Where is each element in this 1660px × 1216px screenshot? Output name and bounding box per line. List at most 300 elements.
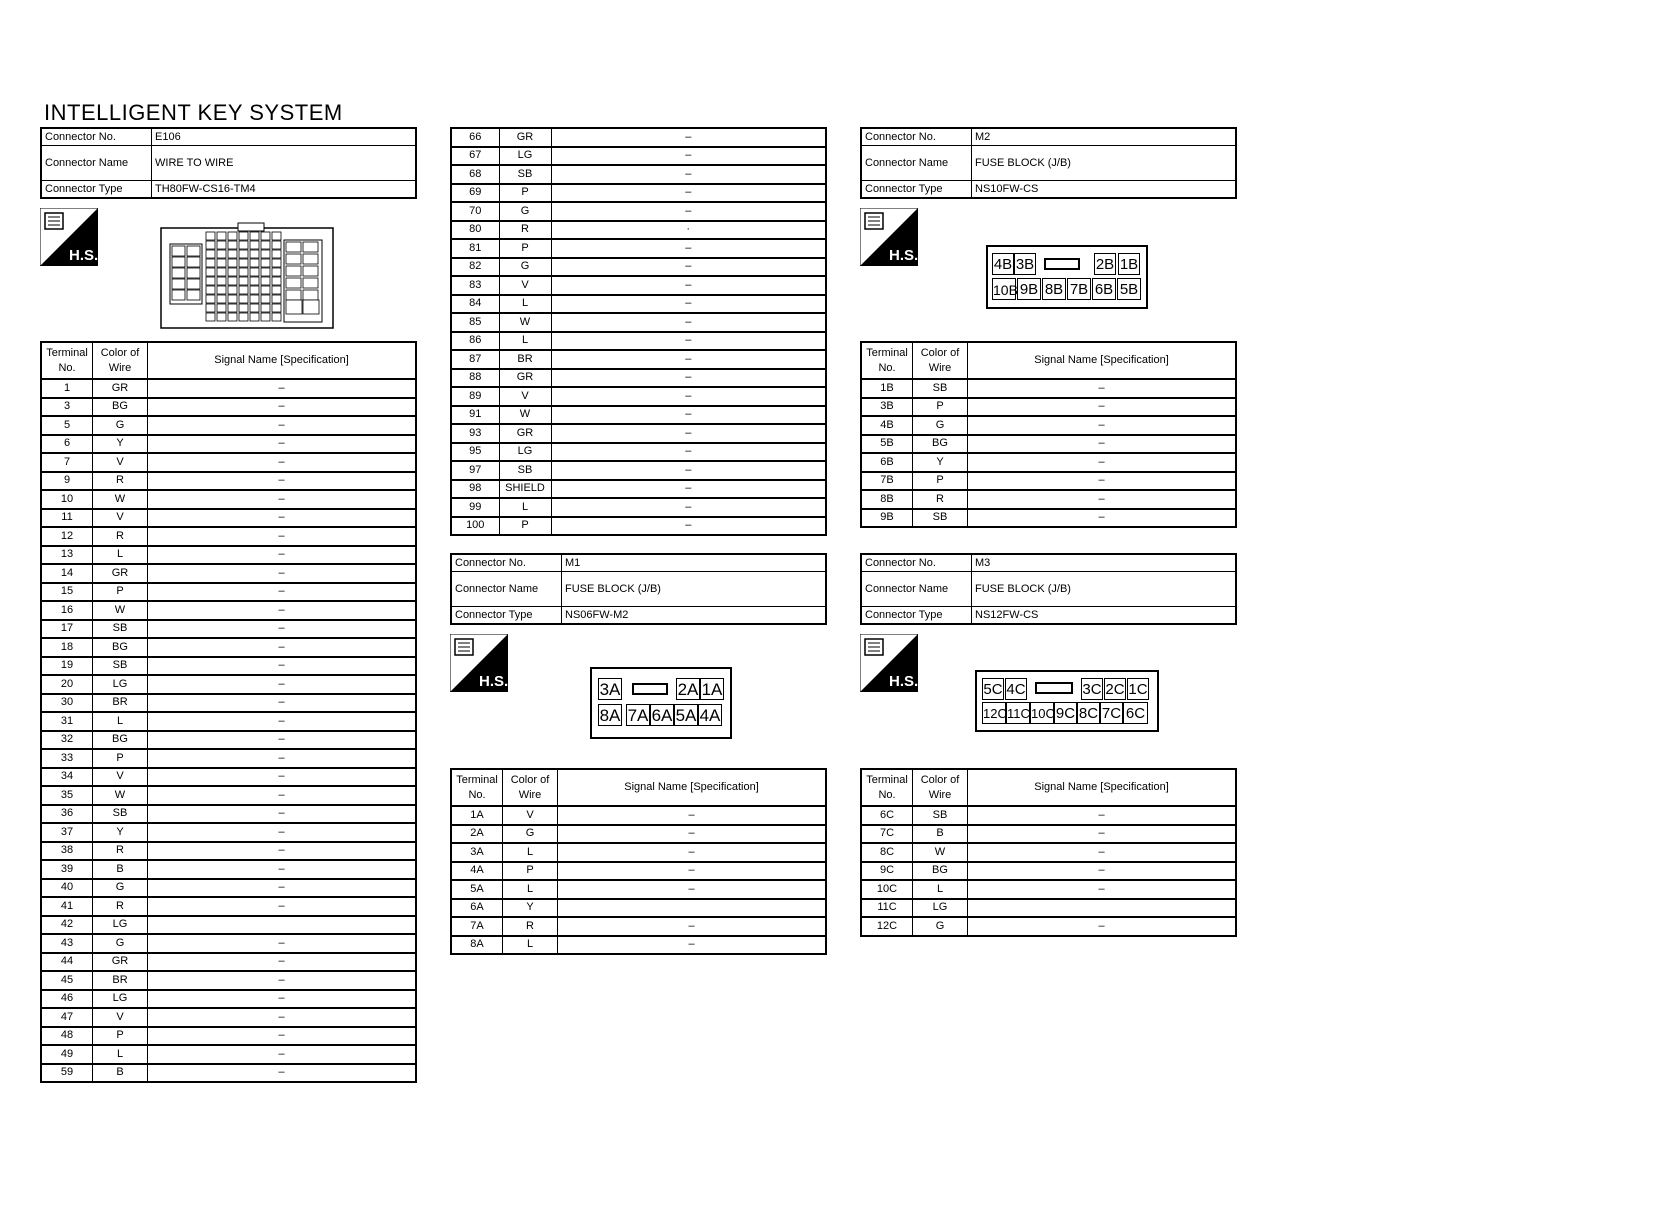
table-row	[41, 768, 416, 787]
terminal-no-cell: 31	[41, 712, 93, 731]
table-row	[41, 1027, 416, 1046]
table-row	[41, 805, 416, 824]
connector-lock-tab	[632, 683, 668, 695]
pin-2c: 2C	[1104, 678, 1126, 700]
terminal-no-cell: 47	[41, 1008, 93, 1027]
signal-name-header: Signal Name [Specification]	[558, 769, 827, 806]
table-row	[41, 472, 416, 491]
pin-3c: 3C	[1081, 678, 1103, 700]
wire-color-cell: BR	[499, 350, 551, 369]
terminal-no-cell: 89	[451, 387, 499, 406]
wire-color-cell: P	[499, 517, 551, 536]
table-row	[861, 899, 1236, 918]
connector-name-value: FUSE BLOCK (J/B)	[972, 146, 1237, 181]
signal-name-cell: –	[148, 453, 417, 472]
terminal-no-cell: 66	[451, 128, 499, 147]
terminal-no-cell: 45	[41, 971, 93, 990]
terminal-no-cell: 1B	[861, 379, 913, 398]
terminal-no-header: Terminal No.	[451, 769, 503, 806]
pin-8b: 8B	[1042, 278, 1066, 300]
hs-label: H.S.	[889, 247, 918, 264]
pin-7b: 7B	[1067, 278, 1091, 300]
table-row	[41, 897, 416, 916]
connector-no-value: M3	[972, 554, 1237, 572]
table-row	[41, 583, 416, 602]
pin-1c: 1C	[1127, 678, 1149, 700]
wire-color-cell: B	[93, 1064, 148, 1083]
connector-lock-tab	[1035, 682, 1073, 694]
terminal-no-cell: 5A	[451, 880, 503, 899]
wire-color-cell: V	[93, 768, 148, 787]
signal-name-cell: –	[968, 379, 1237, 398]
wire-color-cell: W	[499, 313, 551, 332]
wire-color-cell: Y	[913, 453, 968, 472]
signal-name-cell: –	[551, 517, 826, 536]
signal-name-cell: –	[551, 332, 826, 351]
page-title: INTELLIGENT KEY SYSTEM	[44, 100, 343, 125]
pin-1b: 1B	[1118, 253, 1140, 275]
signal-name-cell: –	[148, 694, 417, 713]
pin-6c: 6C	[1123, 702, 1148, 724]
terminal-no-cell: 6	[41, 435, 93, 454]
table-row	[861, 509, 1236, 528]
harness-side-icon	[40, 208, 98, 266]
wire-color-cell: P	[93, 749, 148, 768]
table-row	[451, 517, 826, 536]
table-row	[41, 675, 416, 694]
table-row	[41, 694, 416, 713]
wire-color-cell: V	[503, 806, 558, 825]
terminal-no-cell: 5B	[861, 435, 913, 454]
table-row	[861, 917, 1236, 936]
signal-name-cell: –	[148, 860, 417, 879]
pin-8c: 8C	[1077, 702, 1100, 724]
terminal-no-cell: 33	[41, 749, 93, 768]
signal-name-cell: –	[968, 917, 1237, 936]
terminal-no-cell: 43	[41, 934, 93, 953]
signal-name-cell: –	[551, 480, 826, 499]
terminal-no-cell: 80	[451, 221, 499, 240]
wire-color-cell: W	[93, 601, 148, 620]
wire-color-cell: BG	[93, 731, 148, 750]
wire-color-cell: G	[913, 416, 968, 435]
wire-color-cell: R	[93, 527, 148, 546]
table-row	[41, 1064, 416, 1083]
terminal-no-cell: 9B	[861, 509, 913, 528]
terminal-no-cell: 3	[41, 398, 93, 417]
connector-no-label: Connector No.	[861, 554, 972, 572]
table-row	[451, 184, 826, 203]
table-row	[451, 165, 826, 184]
signal-name-cell: –	[551, 369, 826, 388]
table-row	[41, 990, 416, 1009]
connector-type-value: TH80FW-CS16-TM4	[152, 181, 417, 199]
terminal-no-cell: 10C	[861, 880, 913, 899]
wire-color-cell: W	[93, 490, 148, 509]
signal-name-cell: –	[148, 675, 417, 694]
signal-name-cell: –	[148, 583, 417, 602]
wire-color-cell: R	[93, 897, 148, 916]
color-of-wire-header: Color of Wire	[93, 342, 148, 379]
terminal-no-cell: 10	[41, 490, 93, 509]
m1-terminal-table	[450, 768, 827, 955]
wire-color-cell: SB	[499, 461, 551, 480]
wire-color-cell: P	[93, 583, 148, 602]
terminal-no-cell: 16	[41, 601, 93, 620]
terminal-no-cell: 68	[451, 165, 499, 184]
table-row	[451, 406, 826, 425]
terminal-no-cell: 1A	[451, 806, 503, 825]
terminal-no-cell: 97	[451, 461, 499, 480]
wire-color-cell: P	[93, 1027, 148, 1046]
terminal-no-cell: 88	[451, 369, 499, 388]
connector-no-label: Connector No.	[451, 554, 562, 572]
terminal-no-header: Terminal No.	[41, 342, 93, 379]
signal-name-cell: –	[148, 490, 417, 509]
terminal-no-cell: 12	[41, 527, 93, 546]
terminal-no-cell: 93	[451, 424, 499, 443]
pin-9c: 9C	[1054, 702, 1077, 724]
table-row	[41, 620, 416, 639]
signal-name-cell: –	[551, 406, 826, 425]
terminal-no-cell: 3A	[451, 843, 503, 862]
table-row	[451, 443, 826, 462]
terminal-no-cell: 34	[41, 768, 93, 787]
wire-color-cell: LG	[499, 147, 551, 166]
wire-color-cell: LG	[913, 899, 968, 918]
terminal-no-cell: 13	[41, 546, 93, 565]
wire-color-cell: L	[913, 880, 968, 899]
connector-name-label: Connector Name	[861, 572, 972, 607]
signal-name-cell: –	[558, 825, 827, 844]
terminal-no-cell: 4B	[861, 416, 913, 435]
signal-name-cell: –	[551, 147, 826, 166]
signal-name-cell: –	[148, 620, 417, 639]
wire-color-cell: G	[93, 934, 148, 953]
wire-color-cell: L	[499, 498, 551, 517]
wire-color-cell: P	[913, 472, 968, 491]
wire-color-cell: G	[503, 825, 558, 844]
m2-connector-diagram	[986, 245, 1148, 309]
wire-color-cell: P	[499, 184, 551, 203]
terminal-no-cell: 86	[451, 332, 499, 351]
wire-color-cell: L	[93, 546, 148, 565]
signal-name-cell: –	[148, 805, 417, 824]
signal-name-cell: –	[551, 387, 826, 406]
terminal-no-cell: 12C	[861, 917, 913, 936]
wire-color-cell: G	[93, 879, 148, 898]
wire-color-cell: SB	[913, 806, 968, 825]
wire-color-cell: LG	[93, 990, 148, 1009]
table-row	[451, 917, 826, 936]
signal-name-cell: –	[148, 897, 417, 916]
terminal-no-cell: 49	[41, 1045, 93, 1064]
table-row	[861, 453, 1236, 472]
wire-color-cell: LG	[93, 675, 148, 694]
pin-8a: 8A	[599, 706, 621, 725]
table-row	[451, 258, 826, 277]
signal-name-cell: –	[968, 825, 1237, 844]
connector-type-label: Connector Type	[451, 607, 562, 625]
signal-name-cell: –	[551, 498, 826, 517]
connector-type-label: Connector Type	[41, 181, 152, 199]
pin-3b: 3B	[1014, 253, 1036, 275]
table-row	[41, 971, 416, 990]
wire-color-cell: GR	[499, 424, 551, 443]
wire-color-cell: L	[503, 880, 558, 899]
signal-name-cell	[148, 916, 417, 935]
table-row	[861, 862, 1236, 881]
pin-10c: 10C	[1030, 702, 1054, 724]
m3-info-table	[860, 553, 1237, 625]
signal-name-cell: –	[148, 601, 417, 620]
wire-color-cell: B	[913, 825, 968, 844]
connector-name-value: FUSE BLOCK (J/B)	[562, 572, 827, 607]
wire-color-cell: R	[93, 842, 148, 861]
table-row	[451, 862, 826, 881]
wire-color-cell: R	[93, 472, 148, 491]
wire-color-cell: V	[499, 387, 551, 406]
pin-5b: 5B	[1117, 278, 1141, 300]
connector-type-value: NS06FW-M2	[562, 607, 827, 625]
table-row	[41, 953, 416, 972]
wire-color-cell: R	[503, 917, 558, 936]
wire-color-cell: BG	[913, 862, 968, 881]
table-row	[451, 825, 826, 844]
m3-connector-diagram	[975, 670, 1159, 732]
table-row	[41, 749, 416, 768]
terminal-no-cell: 32	[41, 731, 93, 750]
wire-color-cell: LG	[499, 443, 551, 462]
table-row	[451, 480, 826, 499]
wire-color-cell: P	[503, 862, 558, 881]
signal-name-cell: –	[148, 879, 417, 898]
wire-color-cell: GR	[499, 369, 551, 388]
terminal-no-cell: 38	[41, 842, 93, 861]
wire-color-cell: P	[913, 398, 968, 417]
wire-color-cell: G	[93, 416, 148, 435]
connector-type-value: NS12FW-CS	[972, 607, 1237, 625]
terminal-no-cell: 40	[41, 879, 93, 898]
color-of-wire-header: Color of Wire	[913, 769, 968, 806]
table-row	[41, 453, 416, 472]
table-row	[451, 295, 826, 314]
table-row	[451, 350, 826, 369]
table-row	[41, 934, 416, 953]
terminal-no-cell: 83	[451, 276, 499, 295]
table-row	[451, 128, 826, 147]
connector-lock-tab	[1044, 258, 1080, 270]
table-row	[451, 202, 826, 221]
table-row	[861, 398, 1236, 417]
wire-color-cell: L	[499, 332, 551, 351]
signal-name-cell: –	[551, 202, 826, 221]
table-row	[451, 313, 826, 332]
table-row	[451, 276, 826, 295]
pin-4a: 4A	[699, 706, 721, 725]
table-row	[41, 842, 416, 861]
signal-name-cell: –	[558, 843, 827, 862]
terminal-no-cell: 39	[41, 860, 93, 879]
signal-name-cell: –	[551, 258, 826, 277]
terminal-no-cell: 11	[41, 509, 93, 528]
signal-name-cell: –	[148, 435, 417, 454]
connector-type-label: Connector Type	[861, 607, 972, 625]
wire-color-cell: G	[913, 917, 968, 936]
terminal-no-cell: 100	[451, 517, 499, 536]
table-row	[41, 731, 416, 750]
terminal-no-cell: 91	[451, 406, 499, 425]
pin-10b: 10B	[992, 278, 1016, 300]
wire-color-cell: SB	[913, 379, 968, 398]
signal-name-cell: –	[551, 276, 826, 295]
table-row	[41, 527, 416, 546]
terminal-no-cell: 9C	[861, 862, 913, 881]
wire-color-cell: GR	[93, 564, 148, 583]
signal-name-cell: –	[148, 416, 417, 435]
terminal-no-cell: 8B	[861, 490, 913, 509]
table-row	[451, 387, 826, 406]
e106-terminal-table-continued	[450, 127, 827, 536]
connector-name-label: Connector Name	[451, 572, 562, 607]
wire-color-cell: BR	[93, 694, 148, 713]
table-row	[451, 806, 826, 825]
terminal-no-cell: 30	[41, 694, 93, 713]
terminal-no-cell: 36	[41, 805, 93, 824]
signal-name-cell: –	[551, 461, 826, 480]
signal-name-cell: –	[968, 398, 1237, 417]
signal-name-cell: –	[148, 934, 417, 953]
table-row	[41, 564, 416, 583]
wire-color-cell: SB	[93, 657, 148, 676]
terminal-no-cell: 35	[41, 786, 93, 805]
wire-color-cell: W	[913, 843, 968, 862]
terminal-no-cell: 69	[451, 184, 499, 203]
e106-connector-diagram	[160, 222, 335, 330]
terminal-no-cell: 6C	[861, 806, 913, 825]
terminal-no-cell: 14	[41, 564, 93, 583]
wire-color-cell: W	[93, 786, 148, 805]
wire-color-cell: V	[93, 1008, 148, 1027]
wire-color-cell: B	[93, 860, 148, 879]
terminal-no-cell: 82	[451, 258, 499, 277]
wire-color-cell: BG	[913, 435, 968, 454]
table-row	[861, 435, 1236, 454]
pin-9b: 9B	[1017, 278, 1041, 300]
signal-name-cell: –	[551, 350, 826, 369]
terminal-no-header: Terminal No.	[861, 342, 913, 379]
terminal-no-cell: 9	[41, 472, 93, 491]
signal-name-cell: –	[968, 806, 1237, 825]
wire-color-cell: Y	[93, 823, 148, 842]
table-row	[861, 472, 1236, 491]
table-row	[41, 398, 416, 417]
terminal-no-cell: 84	[451, 295, 499, 314]
wire-color-cell: SB	[913, 509, 968, 528]
table-row	[41, 1045, 416, 1064]
wire-color-cell: GR	[93, 953, 148, 972]
signal-name-cell: –	[148, 398, 417, 417]
table-row	[861, 806, 1236, 825]
signal-name-cell: –	[148, 1045, 417, 1064]
terminal-no-cell: 44	[41, 953, 93, 972]
table-row	[451, 461, 826, 480]
table-row	[41, 712, 416, 731]
pin-4b: 4B	[992, 253, 1014, 275]
signal-name-cell: –	[148, 823, 417, 842]
wire-color-cell: LG	[93, 916, 148, 935]
table-row	[451, 221, 826, 240]
table-row	[41, 416, 416, 435]
signal-name-cell: –	[968, 843, 1237, 862]
table-row	[41, 601, 416, 620]
wire-color-cell: SHIELD	[499, 480, 551, 499]
signal-name-cell: –	[148, 509, 417, 528]
signal-name-cell: –	[968, 490, 1237, 509]
table-row	[41, 860, 416, 879]
connector-no-label: Connector No.	[861, 128, 972, 146]
wire-color-cell: BR	[93, 971, 148, 990]
table-row	[41, 1008, 416, 1027]
signal-name-cell: –	[968, 472, 1237, 491]
table-row	[451, 147, 826, 166]
terminal-no-cell: 46	[41, 990, 93, 1009]
wire-color-cell: V	[93, 509, 148, 528]
wire-color-cell: G	[499, 258, 551, 277]
signal-name-cell: –	[148, 971, 417, 990]
pin-4c: 4C	[1005, 678, 1027, 700]
color-of-wire-header: Color of Wire	[913, 342, 968, 379]
signal-name-cell: –	[148, 842, 417, 861]
table-row	[41, 657, 416, 676]
hs-label: H.S.	[69, 247, 98, 264]
table-row	[861, 825, 1236, 844]
pin-6b: 6B	[1092, 278, 1116, 300]
table-row	[451, 880, 826, 899]
table-row	[41, 379, 416, 398]
table-row	[451, 899, 826, 918]
signal-name-cell: –	[148, 657, 417, 676]
wire-color-cell: G	[499, 202, 551, 221]
signal-name-cell: –	[148, 379, 417, 398]
signal-name-cell: –	[968, 880, 1237, 899]
pin-11c: 11C	[1006, 702, 1030, 724]
wire-color-cell: SB	[93, 805, 148, 824]
table-row	[451, 936, 826, 955]
terminal-no-cell: 99	[451, 498, 499, 517]
m3-terminal-table	[860, 768, 1237, 937]
table-row	[41, 916, 416, 935]
terminal-no-cell: 1	[41, 379, 93, 398]
signal-name-cell: –	[148, 953, 417, 972]
terminal-no-cell: 19	[41, 657, 93, 676]
wire-color-cell: SB	[499, 165, 551, 184]
table-row	[861, 379, 1236, 398]
connector-name-value: WIRE TO WIRE	[152, 146, 417, 181]
table-row	[451, 239, 826, 258]
table-row	[451, 424, 826, 443]
hs-label: H.S.	[479, 673, 508, 690]
connector-name-label: Connector Name	[41, 146, 152, 181]
m1-info-table	[450, 553, 827, 625]
signal-name-cell: –	[551, 313, 826, 332]
pin-3a: 3A	[599, 680, 621, 699]
connector-no-label: Connector No.	[41, 128, 152, 146]
signal-name-cell: –	[551, 184, 826, 203]
terminal-no-cell: 4A	[451, 862, 503, 881]
wire-color-cell: R	[499, 221, 551, 240]
terminal-no-cell: 41	[41, 897, 93, 916]
